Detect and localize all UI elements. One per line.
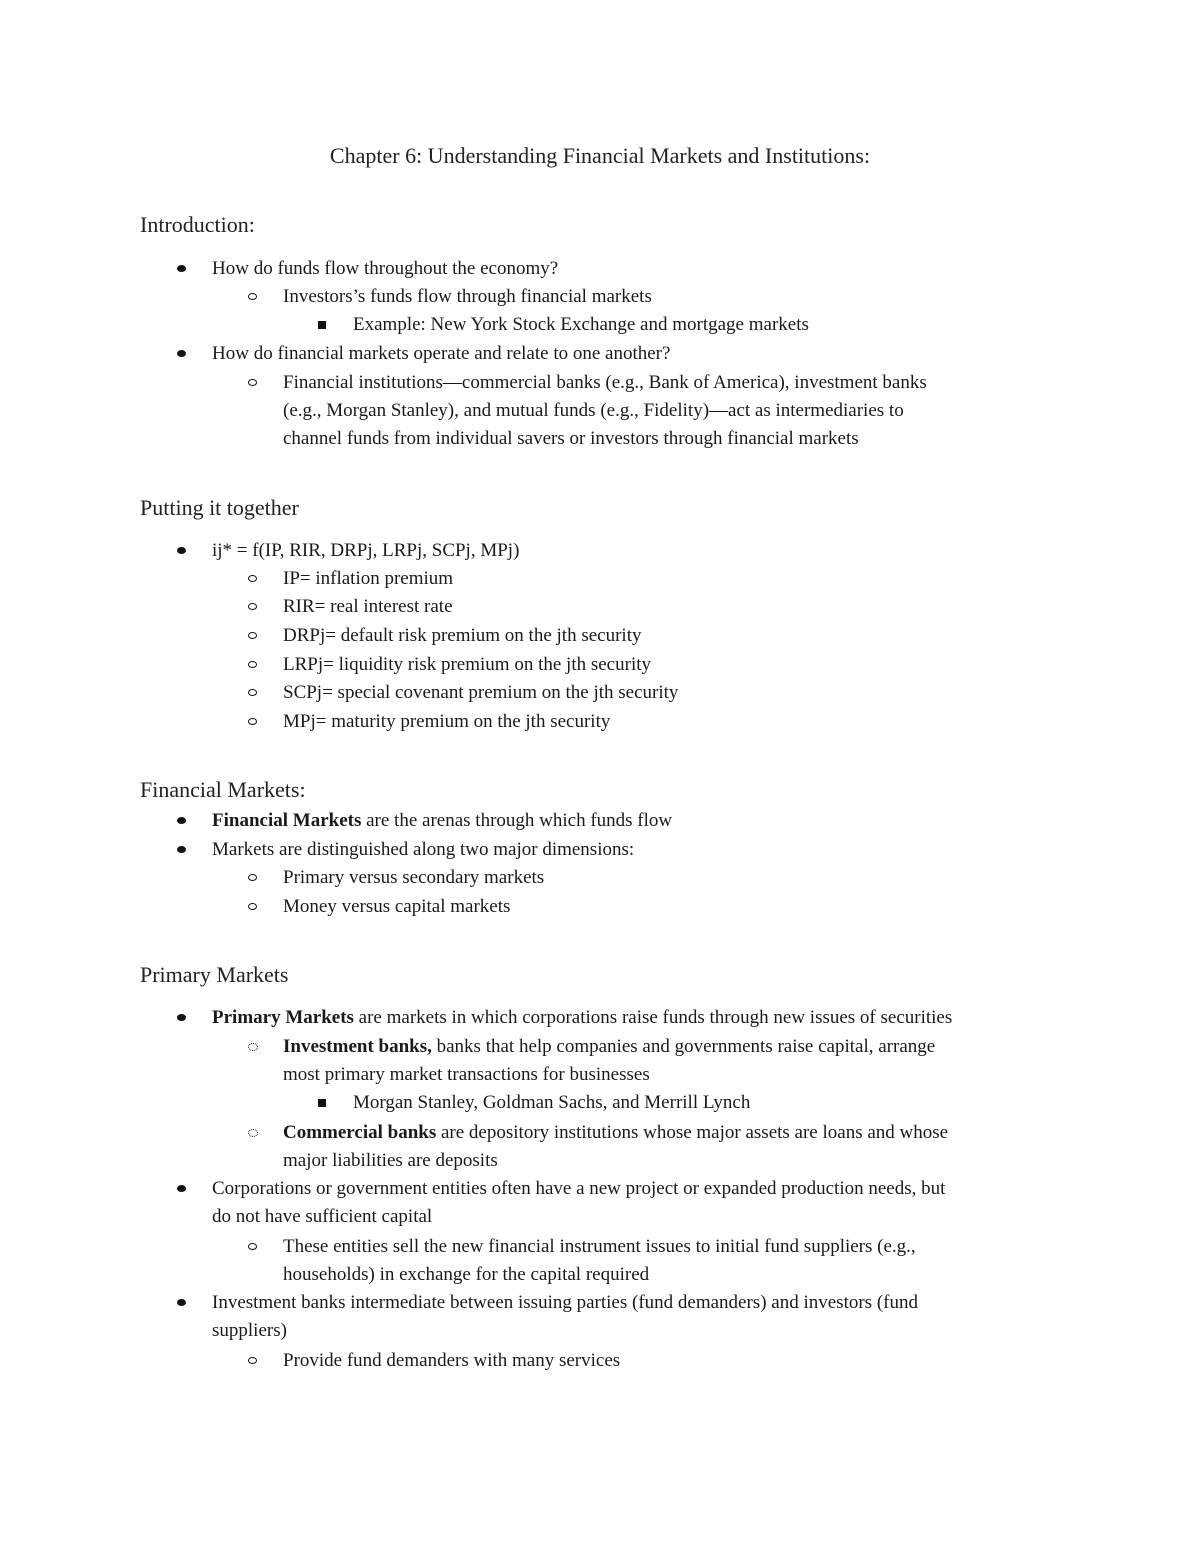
list-item-continuation: (e.g., Morgan Stanley), and mutual funds (e.g., Fidelity)—act as intermediaries to [283,400,904,421]
bullet-circle [248,369,257,398]
list-item-text: are markets in which corporations raise funds through new issues of securities [353,1007,953,1028]
bullet-circle [248,283,257,312]
list-item [212,1004,952,1033]
bullet-dot [177,807,186,836]
list-item: RIR= real interest rate [283,596,453,617]
list-item: SCPj= special covenant premium on the jth security [283,682,679,703]
bullet-dot [177,836,186,865]
list-item-text: banks that help companies and governments raise capital, arrange [431,1036,936,1057]
list-item-continuation: most primary market transactions for businesses [283,1064,650,1085]
bullet-circle [248,622,257,651]
bullet-dot [177,1004,186,1033]
bullet-circle [248,893,257,922]
bullet-dot [177,255,186,284]
list-item: MPj= maturity premium on the jth security [283,711,611,732]
list-item: How do funds flow throughout the economy? [212,258,559,279]
list-item: Corporations or government entities often have a new project or expanded production needs, but [212,1178,946,1199]
heading-primary-markets: Primary Markets [140,962,289,987]
bold-term: Investment banks, [283,1036,432,1057]
heading-financial-markets: Financial Markets: [140,777,306,802]
list-item: Morgan Stanley, Goldman Sachs, and Merrill Lynch [353,1092,751,1113]
list-item: Markets are distinguished along two major dimensions: [212,839,635,860]
list-item: These entities sell the new financial instrument issues to initial fund suppliers (e.g., [283,1236,916,1257]
list-item [212,807,672,836]
list-item: DRPj= default risk premium on the jth security [283,625,642,646]
list-item-continuation: households) in exchange for the capital required [283,1264,650,1285]
list-item: How do financial markets operate and relate to one another? [212,343,671,364]
bullet-circle [248,565,257,594]
bullet-square [318,311,326,340]
list-item-text: are depository institutions whose major assets are loans and whose [436,1122,949,1143]
list-item: Example: New York Stock Exchange and mortgage markets [353,314,809,335]
list-item: IP= inflation premium [283,568,454,589]
list-item-continuation: major liabilities are deposits [283,1150,498,1171]
bullet-circle [248,651,257,680]
list-item [283,1033,935,1062]
list-item: Financial institutions—commercial banks (e.g., Bank of America), investment banks [283,372,927,393]
heading-putting-it-together: Putting it together [140,495,299,520]
list-item: Investors’s funds flow through financial markets [283,286,652,307]
list-item-text: are the arenas through which funds flow [361,810,673,831]
bold-term: Commercial banks [283,1122,437,1143]
list-item-continuation: do not have sufficient capital [212,1206,433,1227]
list-item-continuation: channel funds from individual savers or investors through financial markets [283,428,859,449]
bullet-circle [248,864,257,893]
bullet-dot [177,340,186,369]
heading-introduction: Introduction: [140,212,255,237]
list-item: Provide fund demanders with many services [283,1350,621,1371]
bullet-circle [248,1233,257,1262]
list-item: Money versus capital markets [283,896,511,917]
list-item: Investment banks intermediate between issuing parties (fund demanders) and investors (fund [212,1292,918,1313]
bullet-circle [248,593,257,622]
list-item: LRPj= liquidity risk premium on the jth security [283,654,651,675]
bold-term: Financial Markets [212,810,362,831]
list-item [283,1119,948,1148]
bold-term: Primary Markets [212,1007,354,1028]
document-title: Chapter 6: Understanding Financial Markets and Institutions: [329,143,871,168]
bullet-circle [248,1347,257,1376]
bullet-dot [177,537,186,566]
bullet-dotted-circle [248,1033,258,1062]
bullet-dot [177,1289,186,1318]
formula: ij* = f(IP, RIR, DRPj, LRPj, SCPj, MPj) [212,540,520,561]
bullet-circle [248,679,257,708]
list-item: Primary versus secondary markets [283,867,545,888]
bullet-square [318,1089,326,1118]
bullet-circle [248,708,257,737]
bullet-dot [177,1175,186,1204]
bullet-dotted-circle [248,1119,258,1148]
list-item-continuation: suppliers) [212,1320,287,1341]
